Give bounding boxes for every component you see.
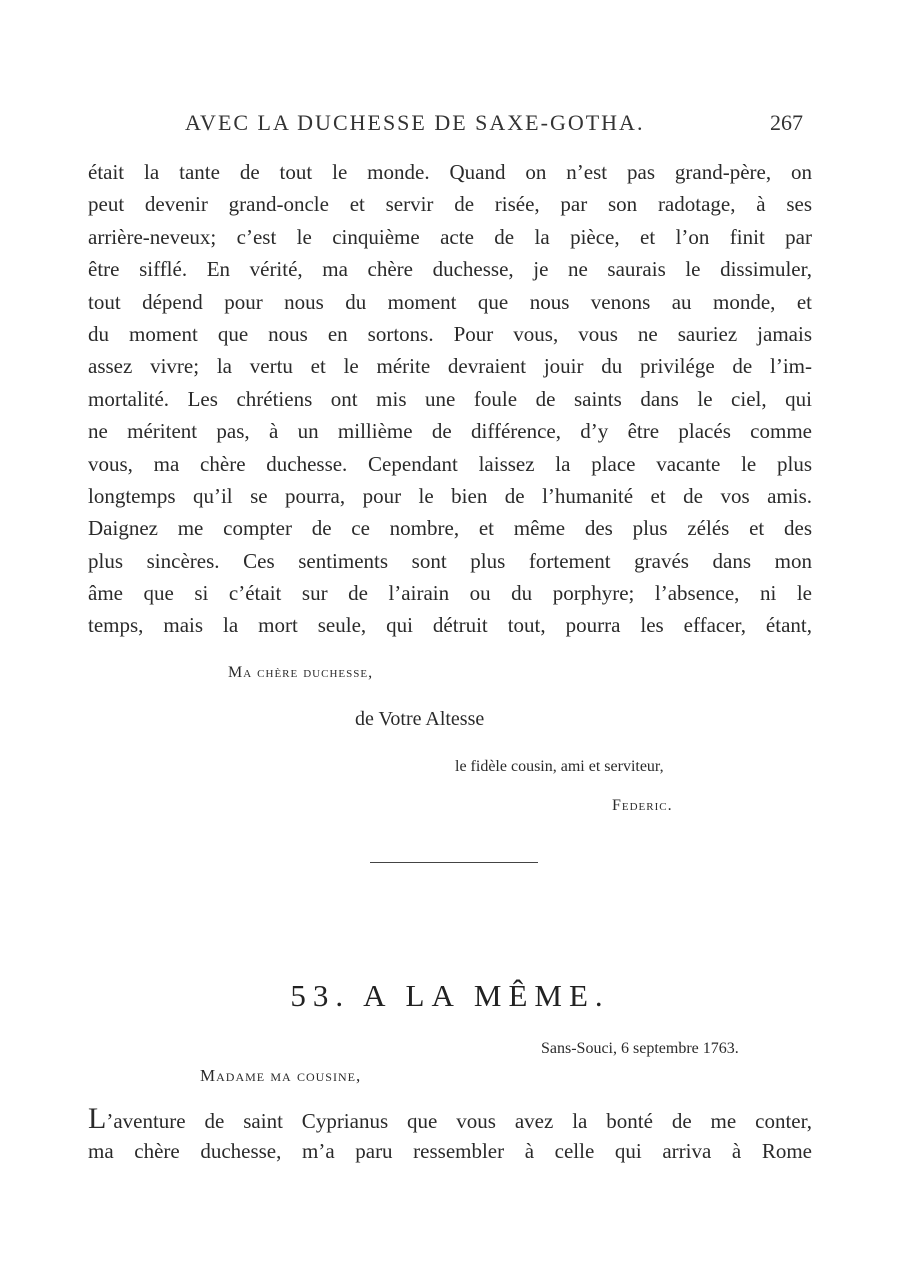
salutation: Madame ma cousine, (200, 1066, 362, 1085)
text-line: Daignez me compter de ce nombre, et même des plus zélés et des (88, 516, 812, 541)
text-line: assez vivre; la vertu et le mérite devraient jouir du privilége de l’im- (88, 354, 812, 379)
text-line: ma chère duchesse, m’a paru ressembler à celle qui arriva à Rome (88, 1139, 812, 1164)
signature: Federic. (612, 797, 673, 814)
text-line: vous, ma chère duchesse. Cependant laissez la place vacante le plus (88, 451, 812, 476)
text-line (88, 1103, 812, 1135)
text-line: du moment que nous en sortons. Pour vous, vous ne sauriez jamais (88, 321, 812, 346)
letter-heading: 53. A LA MÊME. (290, 978, 610, 1013)
text-line: arrière-neveux; c’est le cinquième acte de la pièce, et l’on finit par (88, 224, 812, 249)
text-line: être sifflé. En vérité, ma chère duchesse, je ne saurais le dissimuler, (88, 257, 812, 282)
next-letter-body (88, 1103, 812, 1168)
page-number: 267 (770, 110, 803, 135)
text-line: était la tante de tout le monde. Quand on n’est pas grand-père, on (88, 160, 812, 184)
dateline: Sans-Souci, 6 septembre 1763. (541, 1040, 739, 1057)
text-line: temps, mais la mort seule, qui détruit tout, pourra les effacer, étant, (88, 613, 812, 638)
text-line: peut devenir grand-oncle et servir de risée, par son radotage, à ses (88, 192, 812, 217)
text-line: mortalité. Les chrétiens ont mis une foule de saints dans le ciel, qui (88, 386, 812, 411)
letter-body (88, 156, 812, 642)
closing-line: de Votre Altesse (355, 708, 485, 730)
section-divider (370, 862, 538, 863)
text-line: plus sincères. Ces sentiments sont plus fortement gravés dans mon (88, 548, 812, 573)
drop-initial: L (88, 1102, 107, 1135)
text-line-rest: ’aventure de saint Cyprianus que vous avez la bonté de me conter, (106, 1109, 812, 1133)
text-line: ne méritent pas, à un millième de différence, d’y être placés comme (88, 419, 812, 444)
closing-salutation: Ma chère duchesse, (228, 664, 374, 681)
text-line: longtemps qu’il se pourra, pour le bien de l’humanité et de vos amis. (88, 483, 812, 508)
closing-line: le fidèle cousin, ami et serviteur, (455, 758, 664, 775)
text-line: tout dépend pour nous du moment que nous venons au monde, et (88, 289, 812, 314)
text-line: âme que si c’était sur de l’airain ou du porphyre; l’absence, ni le (88, 581, 812, 606)
running-title: AVEC LA DUCHESSE DE SAXE-GOTHA. (185, 110, 645, 135)
